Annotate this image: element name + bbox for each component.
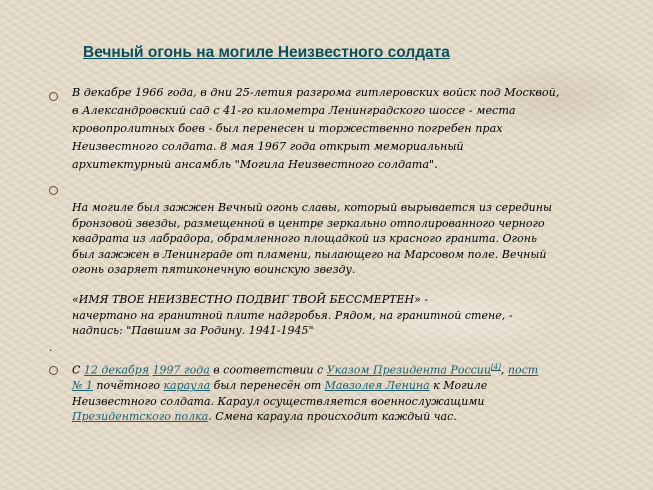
link-presidential-regiment[interactable]: Президентского полка [72, 410, 209, 424]
link-decree[interactable]: Указом Президента России [326, 363, 491, 377]
text-line: надпись: "Павшим за Родину. 1941-1945" [72, 324, 314, 338]
text-line [72, 360, 612, 378]
link-date[interactable]: 12 декабря [83, 363, 150, 377]
page-title: Вечный огонь на могиле Неизвестного солдата [83, 44, 450, 61]
bullet-icon [49, 92, 58, 101]
link-post[interactable]: пост [507, 363, 539, 377]
text-run: в соответствии с [209, 363, 327, 377]
text-line: Неизвестного солдата. Караул осуществляется военнослужащими [72, 394, 485, 408]
text-line: На могиле был зажжен Вечный огонь славы, который вырывается из середины [72, 201, 552, 214]
paragraph-guard [72, 360, 612, 425]
text-run: почётного [92, 379, 164, 393]
text-run: к Могиле [429, 379, 488, 393]
paragraph-eternal-flame [72, 200, 612, 278]
text-line [72, 378, 612, 394]
text-line: Неизвестного солдата. 8 мая 1967 года открыт мемориальный [72, 140, 464, 153]
text-line: архитектурный ансамбль "Могила Неизвестного солдата". [72, 158, 438, 171]
link-guard[interactable]: караула [163, 379, 211, 393]
text-line: В декабре 1966 года, в дни 25-летия разгрома гитлеровских войск под Москвой, [72, 86, 560, 99]
text-run: , [500, 363, 508, 377]
text-line: «ИМЯ ТВОЕ НЕИЗВЕСТНО ПОДВИГ ТВОЙ БЕССМЕРТЕН» - [72, 293, 429, 306]
text-run: был перенесён от [210, 379, 325, 393]
text-line [72, 409, 612, 425]
text-run: С [72, 363, 84, 377]
text-line: начертано на гранитной плите надгробья. Рядом, на гранитной стене, - [72, 308, 513, 322]
bullet-icon [49, 366, 58, 375]
bullet-icon [49, 186, 58, 195]
text-line: в Александровский сад с 41-го километра Ленинградского шоссе - места [72, 104, 516, 117]
link-mausoleum[interactable]: Мавзолея Ленина [324, 379, 430, 393]
separator-dot: . [49, 343, 53, 354]
paragraph-inscription [72, 292, 612, 339]
link-footnote[interactable]: [4] [490, 363, 501, 371]
link-post-number[interactable]: № 1 [72, 379, 93, 393]
paragraph-history [72, 84, 612, 174]
text-line: огонь озаряет пятиконечную воинскую звезду. [72, 263, 356, 277]
text-line: бронзовой звезды, размещенной в центре зеркально отполированного черного [72, 216, 545, 230]
text-line: квадрата из лабрадора, обрамленного площадкой из красного гранита. Огонь [72, 232, 537, 246]
text-line: кровопролитных боев - был перенесен и торжественно погребен прах [72, 122, 503, 135]
link-year[interactable]: 1997 года [152, 363, 210, 377]
text-line: был зажжен в Ленинграде от пламени, пылающего на Марсовом поле. Вечный [72, 247, 547, 261]
text-run: . Смена караула происходит каждый час. [208, 410, 457, 424]
